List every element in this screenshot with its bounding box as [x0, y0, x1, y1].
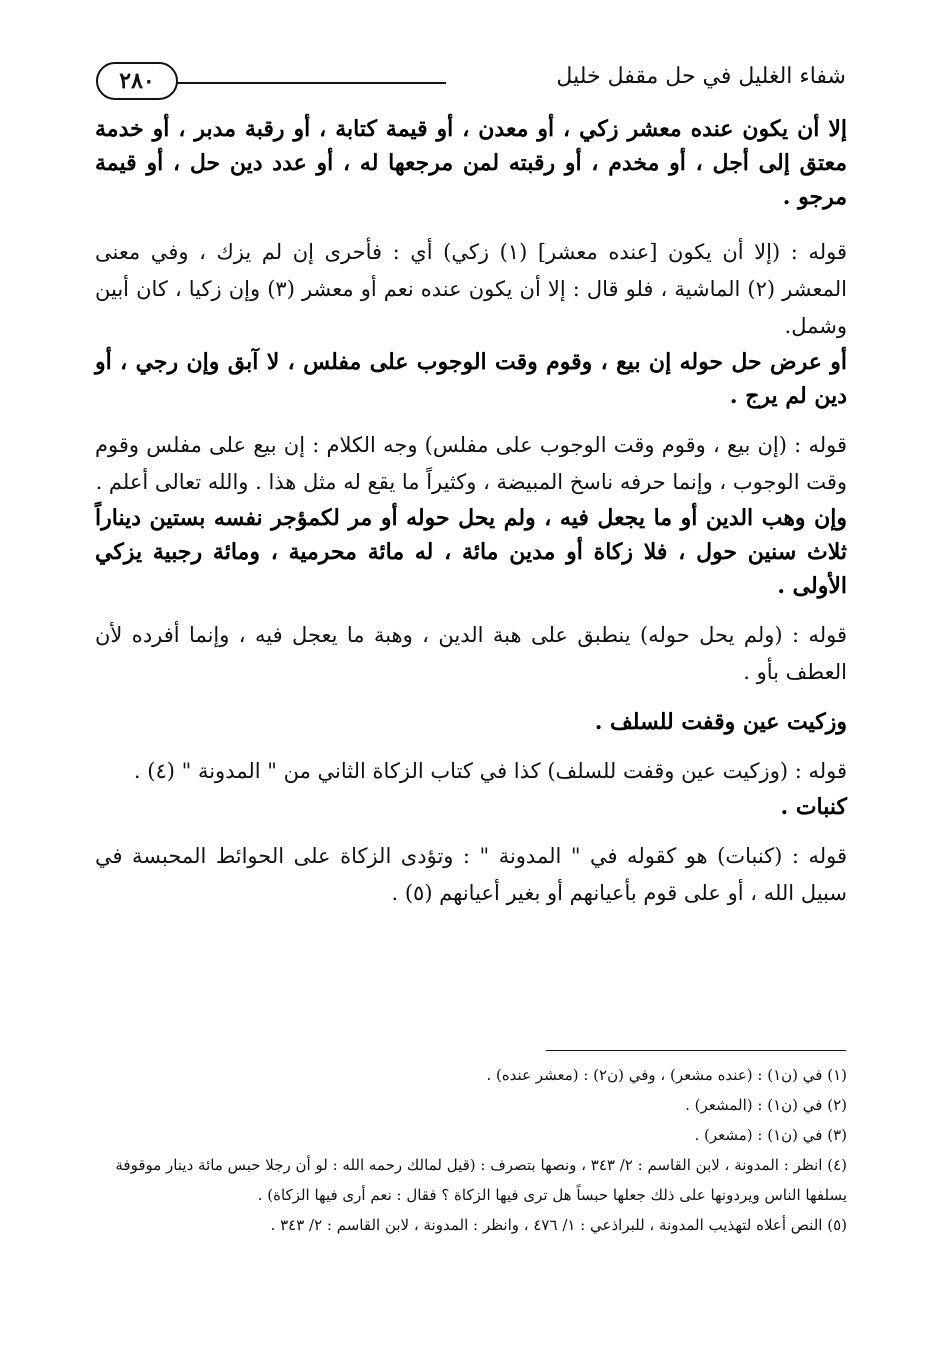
commentary-paragraph: قوله : (كنبات) هو كقوله في " المدونة " : وتؤدى الزكاة على الحوائط المحبسة في سبيل الله ، أو على قوم بأعيانهم أو بغير أعيانهم (٥) .: [95, 844, 847, 905]
page-number: ٢٨٠: [96, 62, 178, 100]
commentary-paragraph: قوله : (وزكيت عين وقفت للسلف) كذا في كتاب الزكاة الثاني من " المدونة " (٤) .: [133, 759, 847, 783]
commentary-paragraph: قوله : (إن بيع ، وقوم وقت الوجوب على مفلس) وجه الكلام : إن بيع على مفلس وقوم وقت الوجوب ، وإنما حرفه ناسخ المبيضة ، وكثيراً ما يقع له مثل هذا . والله تعالى أعلم .: [95, 433, 847, 494]
matn-paragraph: وإن وهب الدين أو ما يجعل فيه ، ولم يحل حوله أو مر لكمؤجر نفسه بستين ديناراً ثلاث سنين حول ، فلا زكاة أو مدين مائة ، له مائة محرمية ، ومائة رجبية يزكي الأولى .: [95, 505, 847, 599]
matn-paragraph: إلا أن يكون عنده معشر زكي ، أو معدن ، أو قيمة كتابة ، أو رقبة مدبر ، أو خدمة معتق إلى أجل ، أو مخدم ، أو رقبته لمن مرجعها له ، أو عدد دين حل ، أو قيمة مرجو .: [95, 116, 847, 210]
commentary-paragraph: قوله : (ولم يحل حوله) ينطبق على هبة الدين ، وهبة ما يعجل فيه ، وإنما أفرده لأن العطف بأو .: [95, 623, 847, 684]
matn-paragraph: وزكيت عين وقفت للسلف .: [594, 709, 847, 735]
footnotes: [95, 1060, 847, 1240]
header-rule: [176, 82, 446, 84]
footnote: (٣) في (ن١) : (مشعر) .: [694, 1126, 847, 1144]
page-header: [96, 62, 846, 104]
footnote-separator: [546, 1050, 846, 1051]
commentary-paragraph: قوله : (إلا أن يكون [عنده معشر] (١) زكي) أي : فأحرى إن لم يزك ، وفي معنى المعشر (٢) الماشية ، فلو قال : إلا أن يكون عنده نعم أو معشر (٣) وإن زكيا ، كان أبين وشمل.: [95, 240, 847, 338]
footnote: (٤) انظر : المدونة ، لابن القاسم : ٢/ ٣٤٣ ، ونصها بتصرف : (قيل لمالك رحمه الله : لو أن رجلا حبس مائة دينار موقوفة يسلفها الناس ويردونها على ذلك جعلها حبساً هل ترى فيها الزكاة ؟ فقال : نعم أرى فيها الزكاة) .: [115, 1156, 847, 1204]
page-body: [95, 112, 847, 912]
footnote: (٢) في (ن١) : (المشعر) .: [685, 1096, 847, 1114]
footnote: (١) في (ن١) : (عنده مشعر) ، وفي (ن٢) : (معشر عنده) .: [486, 1066, 847, 1084]
footnote: (٥) النص أعلاه لتهذيب المدونة ، للبراذعي : ١/ ٤٧٦ ، وانظر : المدونة ، لابن القاسم : ٢/ ٣٤٣ .: [270, 1216, 847, 1234]
matn-paragraph: أو عرض حل حوله إن بيع ، وقوم وقت الوجوب على مفلس ، لا آبق وإن رجي ، أو دين لم يرج .: [95, 349, 847, 409]
matn-paragraph: كنبات .: [780, 794, 847, 820]
book-title: شفاء الغليل في حل مقفل خليل: [556, 64, 846, 89]
